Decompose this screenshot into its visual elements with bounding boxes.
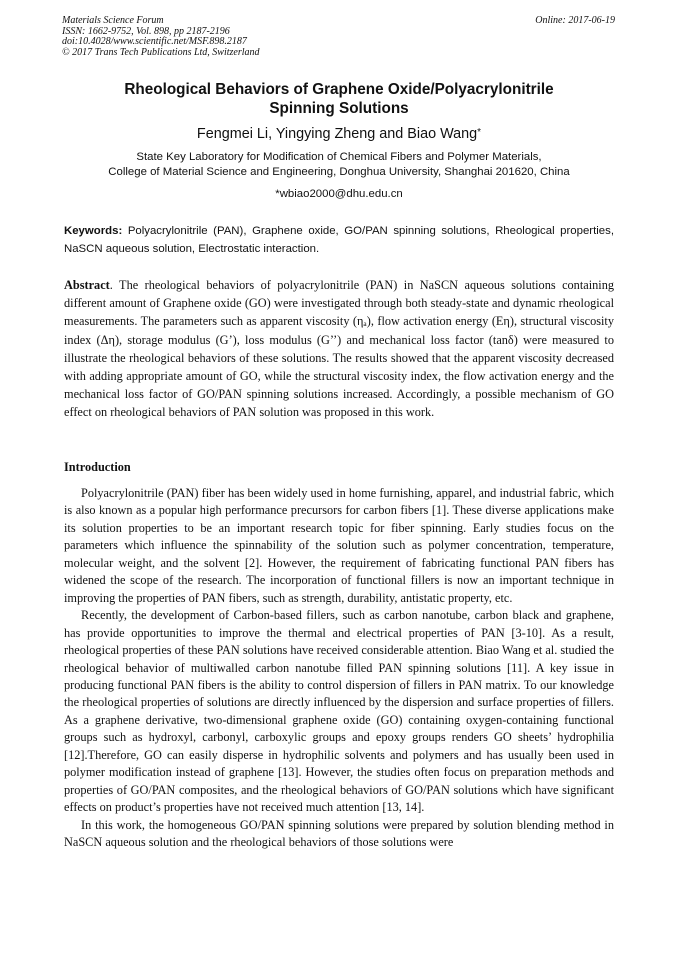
paragraph: Recently, the development of Carbon-based fillers, such as carbon nanotube, carbon black and graphene, has provide opportunities to improve the thermal and electrical properties of PAN [3-10]. As a result, rheological properties of these PAN solutions have received considerable attention. Biao Wang et al. studied the rheological behavior of multiwalled carbon nanotube filled PAN spinning solutions [11]. A key issue in producing functional PAN fibers is the ability to control dispersion of fillers in PAN matrix. To our knowledge the rheological properties of solutions are directly influenced by the dispersion and surface properties of fillers. As a graphene derivative, two-dimensional graphene oxide (GO) containing oxygen-containing functional groups such as hydroxyl, carbonyl, carboxylic groups and epoxy groups renders GO sheets’ hydrophilia [12].Therefore, GO can easily disperse in hydrophilic solvents and polymers and has usually been used in polymer modification instead of graphene [13]. However, the studies often focus on preparation methods and properties of GO/PAN composites, and the rheological behaviors of GO/PAN solutions which have significant effects on product’s properties have not received much attention [13, 14].	[64, 608, 614, 815]
title-line-1: Rheological Behaviors of Graphene Oxide/Polyacrylonitrile	[124, 81, 554, 98]
keywords-label: Keywords:	[64, 225, 123, 237]
abstract-text: . The rheological behaviors of polyacrylonitrile (PAN) in NaSCN aqueous solutions containing different amount of Graphene oxide (GO) were investigated through both steady-state and dynamic rheological measurements. The parameters such as apparent viscosity (ηₐ), flow activation energy (Eη), structural viscosity index (Δη), storage modulus (G’), loss modulus (G’’) and mechanical loss factor (tanδ) were measured to illustrate the rheological behaviors of these solutions. The results showed that the apparent viscosity decreased with adding appropriate amount of GO, while the structural viscosity index, the flow activation energy and the mechanical loss factor of GO/PAN spinning solutions increased. Accordingly, a possible mechanism of GO effect on rheological behaviors of PAN solution was proposed in this work.	[64, 278, 614, 420]
abstract	[64, 276, 614, 422]
copyright-line: © 2017 Trans Tech Publications Ltd, Switzerland	[62, 46, 260, 58]
paragraph: Polyacrylonitrile (PAN) fiber has been widely used in home furnishing, apparel, and industrial fabric, which is also known as a popular high performance precursors for carbon fibers [1]. These diverse applications make its solution properties to be an important research topic for fiber spinning. Early studies focus on the parameters which influence the spinnability of the solution such as polymer concentration, temperature, molecular weight, and the solvent [2]. However, the requirement of fabricating functional PAN fibers has widened the scope of the research. The incorporation of functional fillers is now an important technique in improving the properties of PAN fibers, such as strength, durability, antistatic property, etc.	[64, 486, 614, 605]
corresponding-author-mark: *	[477, 127, 482, 138]
paper-title	[62, 80, 616, 118]
journal-name: Materials Science Forum	[62, 15, 164, 26]
affiliation-line-1: State Key Laboratory for Modification of Chemical Fibers and Polymer Materials,	[136, 151, 542, 163]
paragraph: In this work, the homogeneous GO/PAN spinning solutions were prepared by solution blending method in NaSCN aqueous solution and the rheological behaviors of those solutions were	[64, 817, 614, 850]
online-date: Online: 2017-06-19	[535, 15, 615, 26]
authors-text: Fengmei Li, Yingying Zheng and Biao Wang	[196, 126, 478, 142]
issn-line: ISSN: 1662-9752, Vol. 898, pp 2187-2196	[62, 25, 230, 37]
affiliation-line-2: College of Material Science and Engineering, Donghua University, Shanghai 201620, China	[108, 166, 570, 179]
abstract-label: Abstract	[64, 278, 110, 292]
keywords	[64, 223, 614, 258]
author-email: *wbiao2000@dhu.edu.cn	[275, 188, 403, 200]
doi-line: doi:10.4028/www.scientific.net/MSF.898.2187	[62, 36, 247, 48]
introduction-body	[64, 485, 614, 852]
section-heading-introduction: Introduction	[64, 460, 131, 474]
keywords-text: Polyacrylonitrile (PAN), Graphene oxide, GO/PAN spinning solutions, Rheological properties, NaSCN aqueous solution, Electrostatic interaction.	[64, 225, 614, 255]
journal-header	[62, 16, 260, 58]
affiliation	[62, 150, 616, 180]
author-list	[62, 124, 616, 143]
title-line-2: Spinning Solutions	[269, 100, 409, 117]
